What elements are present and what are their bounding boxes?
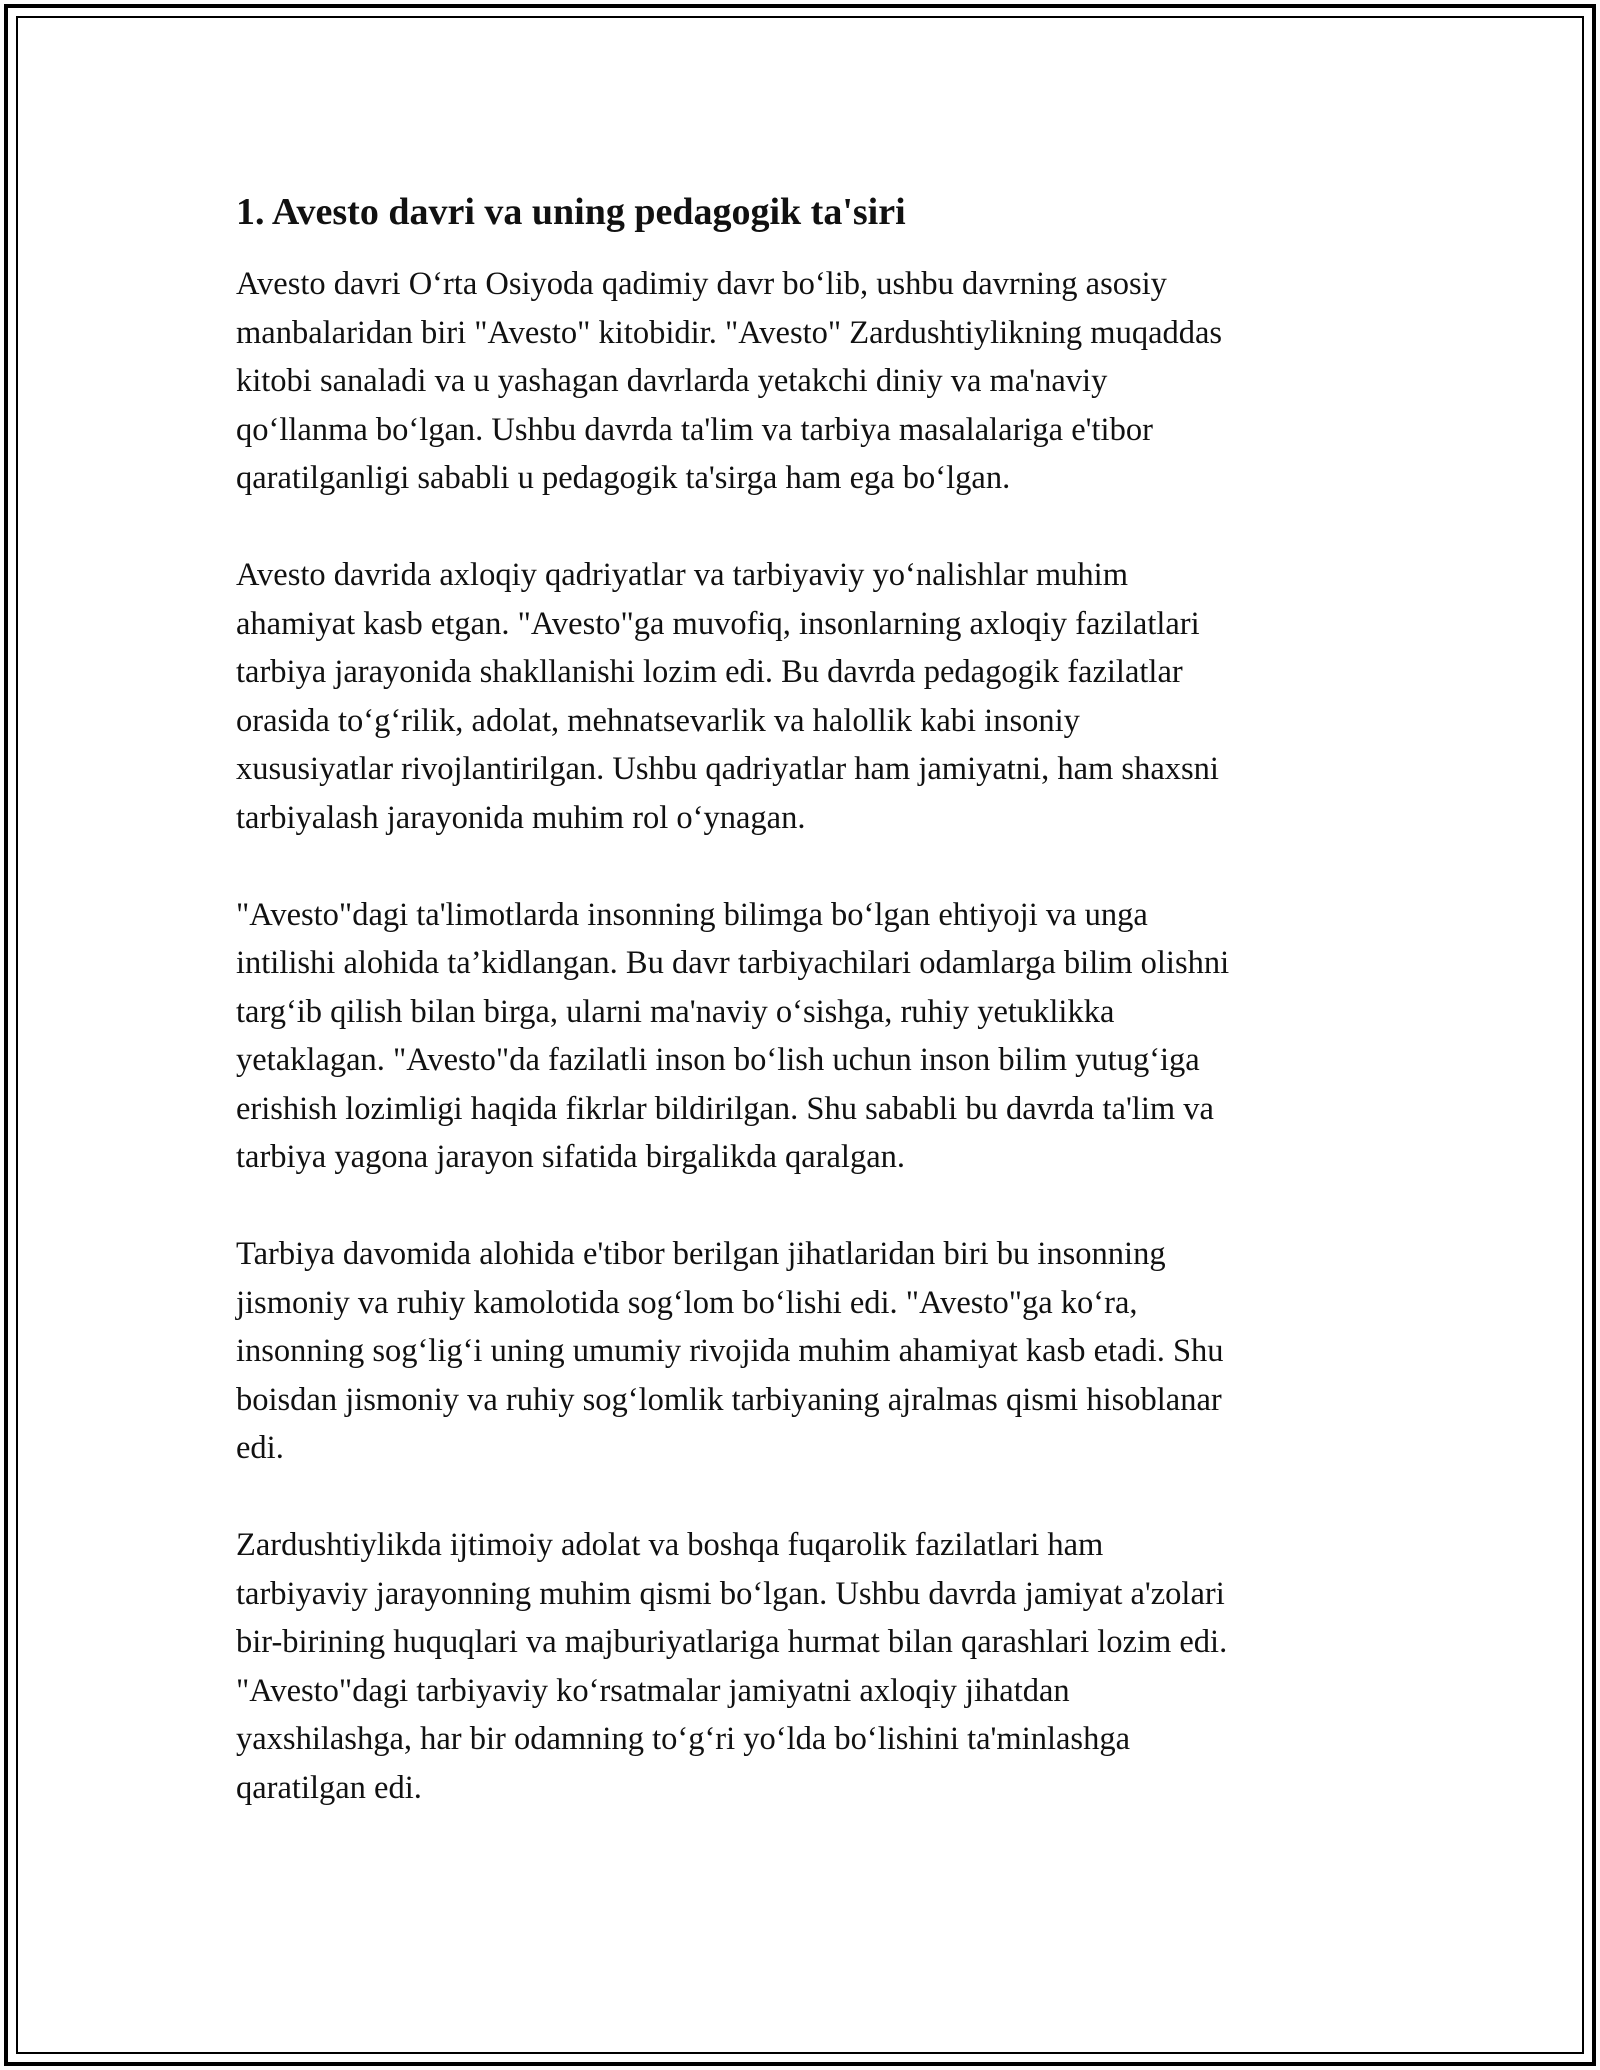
text-line: "Avesto"dagi tarbiyaviy ko‘rsatmalar jamiyatni axloqiy jihatdan bbox=[236, 1672, 1070, 1709]
text-line: edi. bbox=[236, 1430, 284, 1466]
text-line: targ‘ib qilish bilan birga, ularni ma'naviy o‘sishga, ruhiy yetuklikka bbox=[236, 993, 1115, 1030]
text-line: yetaklagan. "Avesto"da fazilatli inson bo‘lish uchun inson bilim yutug‘iga bbox=[236, 1042, 1200, 1078]
text-line: manbalaridan biri "Avesto" kitobidir. "Avesto" Zardushtiylikning muqaddas bbox=[236, 314, 1223, 351]
text-line: tarbiya yagona jarayon sifatida birgalikda qaralgan. bbox=[236, 1139, 905, 1175]
text-line: tarbiyaviy jarayonning muhim qismi bo‘lgan. Ushbu davrda jamiyat a'zolari bbox=[236, 1575, 1225, 1612]
text-line: Avesto davri O‘rta Osiyoda qadimiy davr bo‘lib, ushbu davrning asosiy bbox=[236, 266, 1167, 302]
paragraph-2 bbox=[236, 551, 1356, 842]
document-body bbox=[236, 186, 1356, 1861]
text-line: qo‘llanma bo‘lgan. Ushbu davrda ta'lim va tarbiya masalalariga e'tibor bbox=[236, 411, 1153, 448]
text-line: "Avesto"dagi ta'limotlarda insonning bilimga bo‘lgan ehtiyoji va unga bbox=[236, 896, 1148, 933]
text-line: jismoniy va ruhiy kamolotida sog‘lom bo‘lishi edi. "Avesto"ga ko‘ra, bbox=[236, 1284, 1138, 1321]
text-line: kitobi sanaladi va u yashagan davrlarda yetakchi diniy va ma'naviy bbox=[236, 363, 1108, 399]
text-line: orasida to‘g‘rilik, adolat, mehnatsevarlik va halollik kabi insoniy bbox=[236, 702, 1080, 739]
text-line: ahamiyat kasb etgan. "Avesto"ga muvofiq, insonlarning axloqiy fazilatlari bbox=[236, 605, 1200, 642]
text-line: insonning sog‘lig‘i uning umumiy rivojida muhim ahamiyat kasb etadi. Shu bbox=[236, 1333, 1224, 1369]
text-line: tarbiya jarayonida shakllanishi lozim edi. Bu davrda pedagogik fazilatlar bbox=[236, 654, 1183, 690]
paragraph-3 bbox=[236, 891, 1356, 1182]
text-line: qaratilganligi sababli u pedagogik ta'sirga ham ega bo‘lgan. bbox=[236, 460, 1011, 496]
paragraph-1 bbox=[236, 260, 1356, 503]
text-line: bir-birining huquqlari va majburiyatlariga hurmat bilan qarashlari lozim edi. bbox=[236, 1624, 1228, 1660]
text-line: Avesto davrida axloqiy qadriyatlar va tarbiyaviy yo‘nalishlar muhim bbox=[236, 557, 1128, 593]
text-line: xususiyatlar rivojlantirilgan. Ushbu qadriyatlar ham jamiyatni, ham shaxsni bbox=[236, 751, 1219, 787]
paragraph-4 bbox=[236, 1230, 1356, 1473]
text-line: qaratilgan edi. bbox=[236, 1769, 422, 1806]
text-line: tarbiyalash jarayonida muhim rol o‘ynagan. bbox=[236, 799, 806, 836]
text-line: yaxshilashga, har bir odamning to‘g‘ri yo‘lda bo‘lishini ta'minlashga bbox=[236, 1721, 1131, 1757]
document-title: 1. Avesto davri va uning pedagogik ta'siri bbox=[236, 191, 906, 233]
paragraph-5 bbox=[236, 1521, 1356, 1812]
text-line: erishish lozimligi haqida fikrlar bildirilgan. Shu sababli bu davrda ta'lim va bbox=[236, 1090, 1214, 1127]
text-line: Zardushtiylikda ijtimoiy adolat va boshqa fuqarolik fazilatlari ham bbox=[236, 1527, 1104, 1563]
text-line: Tarbiya davomida alohida e'tibor berilgan jihatlaridan biri bu insonning bbox=[236, 1236, 1166, 1272]
text-line: boisdan jismoniy va ruhiy sog‘lomlik tarbiyaning ajralmas qismi hisoblanar bbox=[236, 1381, 1222, 1418]
text-line: intilishi alohida ta’kidlangan. Bu davr tarbiyachilari odamlarga bilim olishni bbox=[236, 945, 1230, 981]
